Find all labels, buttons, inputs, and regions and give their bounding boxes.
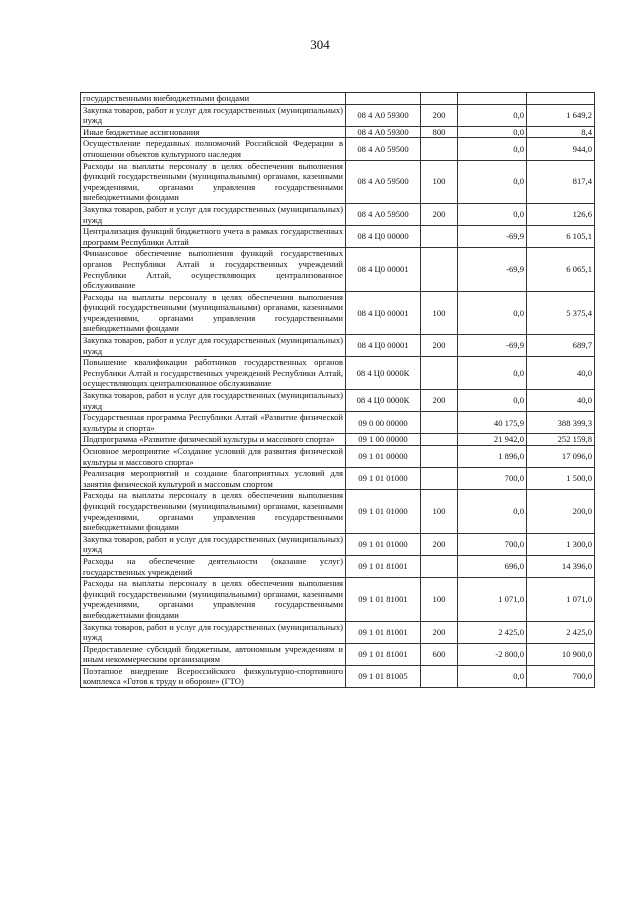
row-total-cell: 1 649,2 bbox=[527, 104, 595, 126]
row-code-cell: 09 1 01 81001 bbox=[346, 621, 421, 643]
row-name-cell: Закупка товаров, работ и услуг для государственных (муниципальных) нужд bbox=[81, 533, 346, 555]
row-code-cell: 08 4 Ц0 0000К bbox=[346, 390, 421, 412]
row-expense-type-cell bbox=[421, 248, 458, 291]
row-name-cell: Централизация функций бюджетного учета в рамках государственных программ Республики Алтай bbox=[81, 226, 346, 248]
row-expense-type-cell bbox=[421, 555, 458, 577]
row-code-cell: 09 0 00 00000 bbox=[346, 412, 421, 434]
row-code-cell: 08 4 А0 59500 bbox=[346, 160, 421, 203]
row-expense-type-cell: 200 bbox=[421, 533, 458, 555]
row-code-cell: 09 1 01 01000 bbox=[346, 490, 421, 533]
table-row bbox=[81, 446, 595, 468]
row-expense-type-cell bbox=[421, 434, 458, 446]
row-name-cell: Закупка товаров, работ и услуг для государственных (муниципальных) нужд bbox=[81, 390, 346, 412]
table-row bbox=[81, 412, 595, 434]
row-expense-type-cell: 100 bbox=[421, 291, 458, 334]
row-code-cell: 09 1 00 00000 bbox=[346, 434, 421, 446]
row-change-cell: 700,0 bbox=[458, 468, 527, 490]
row-change-cell: 700,0 bbox=[458, 533, 527, 555]
table-row bbox=[81, 160, 595, 203]
row-expense-type-cell bbox=[421, 665, 458, 687]
row-total-cell: 700,0 bbox=[527, 665, 595, 687]
row-total-cell: 1 300,0 bbox=[527, 533, 595, 555]
table-row bbox=[81, 291, 595, 334]
row-total-cell: 14 396,0 bbox=[527, 555, 595, 577]
page-number: 304 bbox=[310, 37, 330, 52]
row-name-cell: Закупка товаров, работ и услуг для государственных (муниципальных) нужд bbox=[81, 104, 346, 126]
row-code-cell: 08 4 Ц0 00000 bbox=[346, 226, 421, 248]
row-change-cell: -2 800,0 bbox=[458, 643, 527, 665]
row-code-cell: 08 4 А0 59300 bbox=[346, 126, 421, 138]
row-change-cell: 0,0 bbox=[458, 490, 527, 533]
row-expense-type-cell bbox=[421, 446, 458, 468]
row-change-cell: -69,9 bbox=[458, 335, 527, 357]
table-row bbox=[81, 138, 595, 160]
row-name-cell: государственными внебюджетными фондами bbox=[81, 93, 346, 105]
row-name-cell: Основное мероприятие «Создание условий для развития физической культуры и массового спорта» bbox=[81, 446, 346, 468]
row-total-cell: 388 399,3 bbox=[527, 412, 595, 434]
row-code-cell bbox=[346, 93, 421, 105]
row-change-cell: 696,0 bbox=[458, 555, 527, 577]
row-code-cell: 09 1 01 81001 bbox=[346, 578, 421, 621]
row-name-cell: Расходы на обеспечение деятельности (оказание услуг) государственных учреждений bbox=[81, 555, 346, 577]
row-name-cell: Расходы на выплаты персоналу в целях обеспечения выполнения функций государственными (муниципальными) органами, казенными учреждениями, органами управления государственными внебюджетными фондами bbox=[81, 490, 346, 533]
row-change-cell: 0,0 bbox=[458, 390, 527, 412]
row-name-cell: Закупка товаров, работ и услуг для государственных (муниципальных) нужд bbox=[81, 203, 346, 225]
table-row bbox=[81, 490, 595, 533]
row-total-cell: 2 425,0 bbox=[527, 621, 595, 643]
table-row bbox=[81, 533, 595, 555]
row-name-cell: Государственная программа Республики Алтай «Развитие физической культуры и спорта» bbox=[81, 412, 346, 434]
table-row bbox=[81, 357, 595, 390]
table-row bbox=[81, 335, 595, 357]
table-row bbox=[81, 104, 595, 126]
row-expense-type-cell: 200 bbox=[421, 335, 458, 357]
row-total-cell: 944,0 bbox=[527, 138, 595, 160]
table-row bbox=[81, 434, 595, 446]
row-name-cell: Предоставление субсидий бюджетным, автономным учреждениям и иным некоммерческим организациям bbox=[81, 643, 346, 665]
row-expense-type-cell: 100 bbox=[421, 490, 458, 533]
row-total-cell: 6 065,1 bbox=[527, 248, 595, 291]
row-change-cell: 1 896,0 bbox=[458, 446, 527, 468]
row-change-cell: 0,0 bbox=[458, 104, 527, 126]
table-row bbox=[81, 226, 595, 248]
row-total-cell: 252 159,8 bbox=[527, 434, 595, 446]
row-name-cell: Реализация мероприятий и создание благоприятных условий для занятия физической культурой и массовым спортом bbox=[81, 468, 346, 490]
row-change-cell: -69,9 bbox=[458, 226, 527, 248]
table-row bbox=[81, 578, 595, 621]
table-row bbox=[81, 555, 595, 577]
table-row bbox=[81, 248, 595, 291]
row-code-cell: 08 4 Ц0 00001 bbox=[346, 248, 421, 291]
row-code-cell: 09 1 01 01000 bbox=[346, 533, 421, 555]
row-total-cell: 1 500,0 bbox=[527, 468, 595, 490]
row-name-cell: Подпрограмма «Развитие физической культуры и массового спорта» bbox=[81, 434, 346, 446]
row-code-cell: 08 4 А0 59500 bbox=[346, 203, 421, 225]
row-expense-type-cell bbox=[421, 138, 458, 160]
row-total-cell: 126,6 bbox=[527, 203, 595, 225]
row-code-cell: 09 1 01 81001 bbox=[346, 643, 421, 665]
row-change-cell: 0,0 bbox=[458, 203, 527, 225]
budget-table-body bbox=[81, 93, 595, 688]
row-name-cell: Расходы на выплаты персоналу в целях обеспечения выполнения функций государственными (муниципальными) органами, казенными учреждениями, органами управления государственными внебюджетными фондами bbox=[81, 578, 346, 621]
row-total-cell: 200,0 bbox=[527, 490, 595, 533]
table-row bbox=[81, 390, 595, 412]
row-total-cell: 1 071,0 bbox=[527, 578, 595, 621]
row-expense-type-cell bbox=[421, 468, 458, 490]
row-total-cell: 40,0 bbox=[527, 357, 595, 390]
row-change-cell: 1 071,0 bbox=[458, 578, 527, 621]
table-row bbox=[81, 93, 595, 105]
row-expense-type-cell: 100 bbox=[421, 160, 458, 203]
row-code-cell: 08 4 А0 59300 bbox=[346, 104, 421, 126]
row-name-cell: Финансовое обеспечение выполнения функций государственных органов Республики Алтай и государственных учреждений Республики Алтай, осуществляющих централизованное обслуживание bbox=[81, 248, 346, 291]
row-change-cell: 2 425,0 bbox=[458, 621, 527, 643]
row-name-cell: Повышение квалификации работников государственных органов Республики Алтай и государственных учреждений Республики Алтай, осуществляющих централизованное обслуживание bbox=[81, 357, 346, 390]
row-change-cell: 0,0 bbox=[458, 357, 527, 390]
row-change-cell: -69,9 bbox=[458, 248, 527, 291]
budget-table bbox=[80, 92, 595, 688]
table-row bbox=[81, 621, 595, 643]
row-name-cell: Иные бюджетные ассигнования bbox=[81, 126, 346, 138]
row-name-cell: Закупка товаров, работ и услуг для государственных (муниципальных) нужд bbox=[81, 335, 346, 357]
row-expense-type-cell: 200 bbox=[421, 390, 458, 412]
row-change-cell: 21 942,0 bbox=[458, 434, 527, 446]
row-expense-type-cell: 800 bbox=[421, 126, 458, 138]
row-code-cell: 08 4 А0 59500 bbox=[346, 138, 421, 160]
row-name-cell: Расходы на выплаты персоналу в целях обеспечения выполнения функций государственными (муниципальными) органами, казенными учреждениями, органами управления государственными внебюджетными фондами bbox=[81, 160, 346, 203]
row-total-cell: 5 375,4 bbox=[527, 291, 595, 334]
row-expense-type-cell: 200 bbox=[421, 203, 458, 225]
row-expense-type-cell: 200 bbox=[421, 104, 458, 126]
table-row bbox=[81, 126, 595, 138]
row-code-cell: 08 4 Ц0 0000К bbox=[346, 357, 421, 390]
row-expense-type-cell bbox=[421, 357, 458, 390]
row-expense-type-cell: 100 bbox=[421, 578, 458, 621]
row-name-cell: Закупка товаров, работ и услуг для государственных (муниципальных) нужд bbox=[81, 621, 346, 643]
row-expense-type-cell bbox=[421, 226, 458, 248]
row-code-cell: 09 1 01 01000 bbox=[346, 468, 421, 490]
row-code-cell: 08 4 Ц0 00001 bbox=[346, 335, 421, 357]
row-change-cell: 0,0 bbox=[458, 160, 527, 203]
row-total-cell: 689,7 bbox=[527, 335, 595, 357]
row-total-cell: 40,0 bbox=[527, 390, 595, 412]
row-name-cell: Осуществление переданных полномочий Российской Федерации в отношении объектов культурного наследия bbox=[81, 138, 346, 160]
row-change-cell: 0,0 bbox=[458, 126, 527, 138]
row-total-cell: 8,4 bbox=[527, 126, 595, 138]
table-row bbox=[81, 468, 595, 490]
row-expense-type-cell bbox=[421, 93, 458, 105]
row-code-cell: 09 1 01 81001 bbox=[346, 555, 421, 577]
row-total-cell: 6 105,1 bbox=[527, 226, 595, 248]
row-total-cell: 17 096,0 bbox=[527, 446, 595, 468]
row-expense-type-cell: 600 bbox=[421, 643, 458, 665]
row-change-cell bbox=[458, 93, 527, 105]
row-expense-type-cell: 200 bbox=[421, 621, 458, 643]
row-total-cell bbox=[527, 93, 595, 105]
row-code-cell: 09 1 01 00000 bbox=[346, 446, 421, 468]
row-code-cell: 08 4 Ц0 00001 bbox=[346, 291, 421, 334]
row-code-cell: 09 1 01 81005 bbox=[346, 665, 421, 687]
row-expense-type-cell bbox=[421, 412, 458, 434]
row-change-cell: 0,0 bbox=[458, 291, 527, 334]
row-total-cell: 10 900,0 bbox=[527, 643, 595, 665]
row-name-cell: Расходы на выплаты персоналу в целях обеспечения выполнения функций государственными (муниципальными) органами, казенными учреждениями, органами управления государственными внебюджетными фондами bbox=[81, 291, 346, 334]
row-change-cell: 40 175,9 bbox=[458, 412, 527, 434]
row-total-cell: 817,4 bbox=[527, 160, 595, 203]
table-row bbox=[81, 643, 595, 665]
row-change-cell: 0,0 bbox=[458, 665, 527, 687]
row-name-cell: Поэтапное внедрение Всероссийского физкультурно-спортивного комплекса «Готов к труду и обороне» (ГТО) bbox=[81, 665, 346, 687]
table-row bbox=[81, 203, 595, 225]
table-row bbox=[81, 665, 595, 687]
row-change-cell: 0,0 bbox=[458, 138, 527, 160]
